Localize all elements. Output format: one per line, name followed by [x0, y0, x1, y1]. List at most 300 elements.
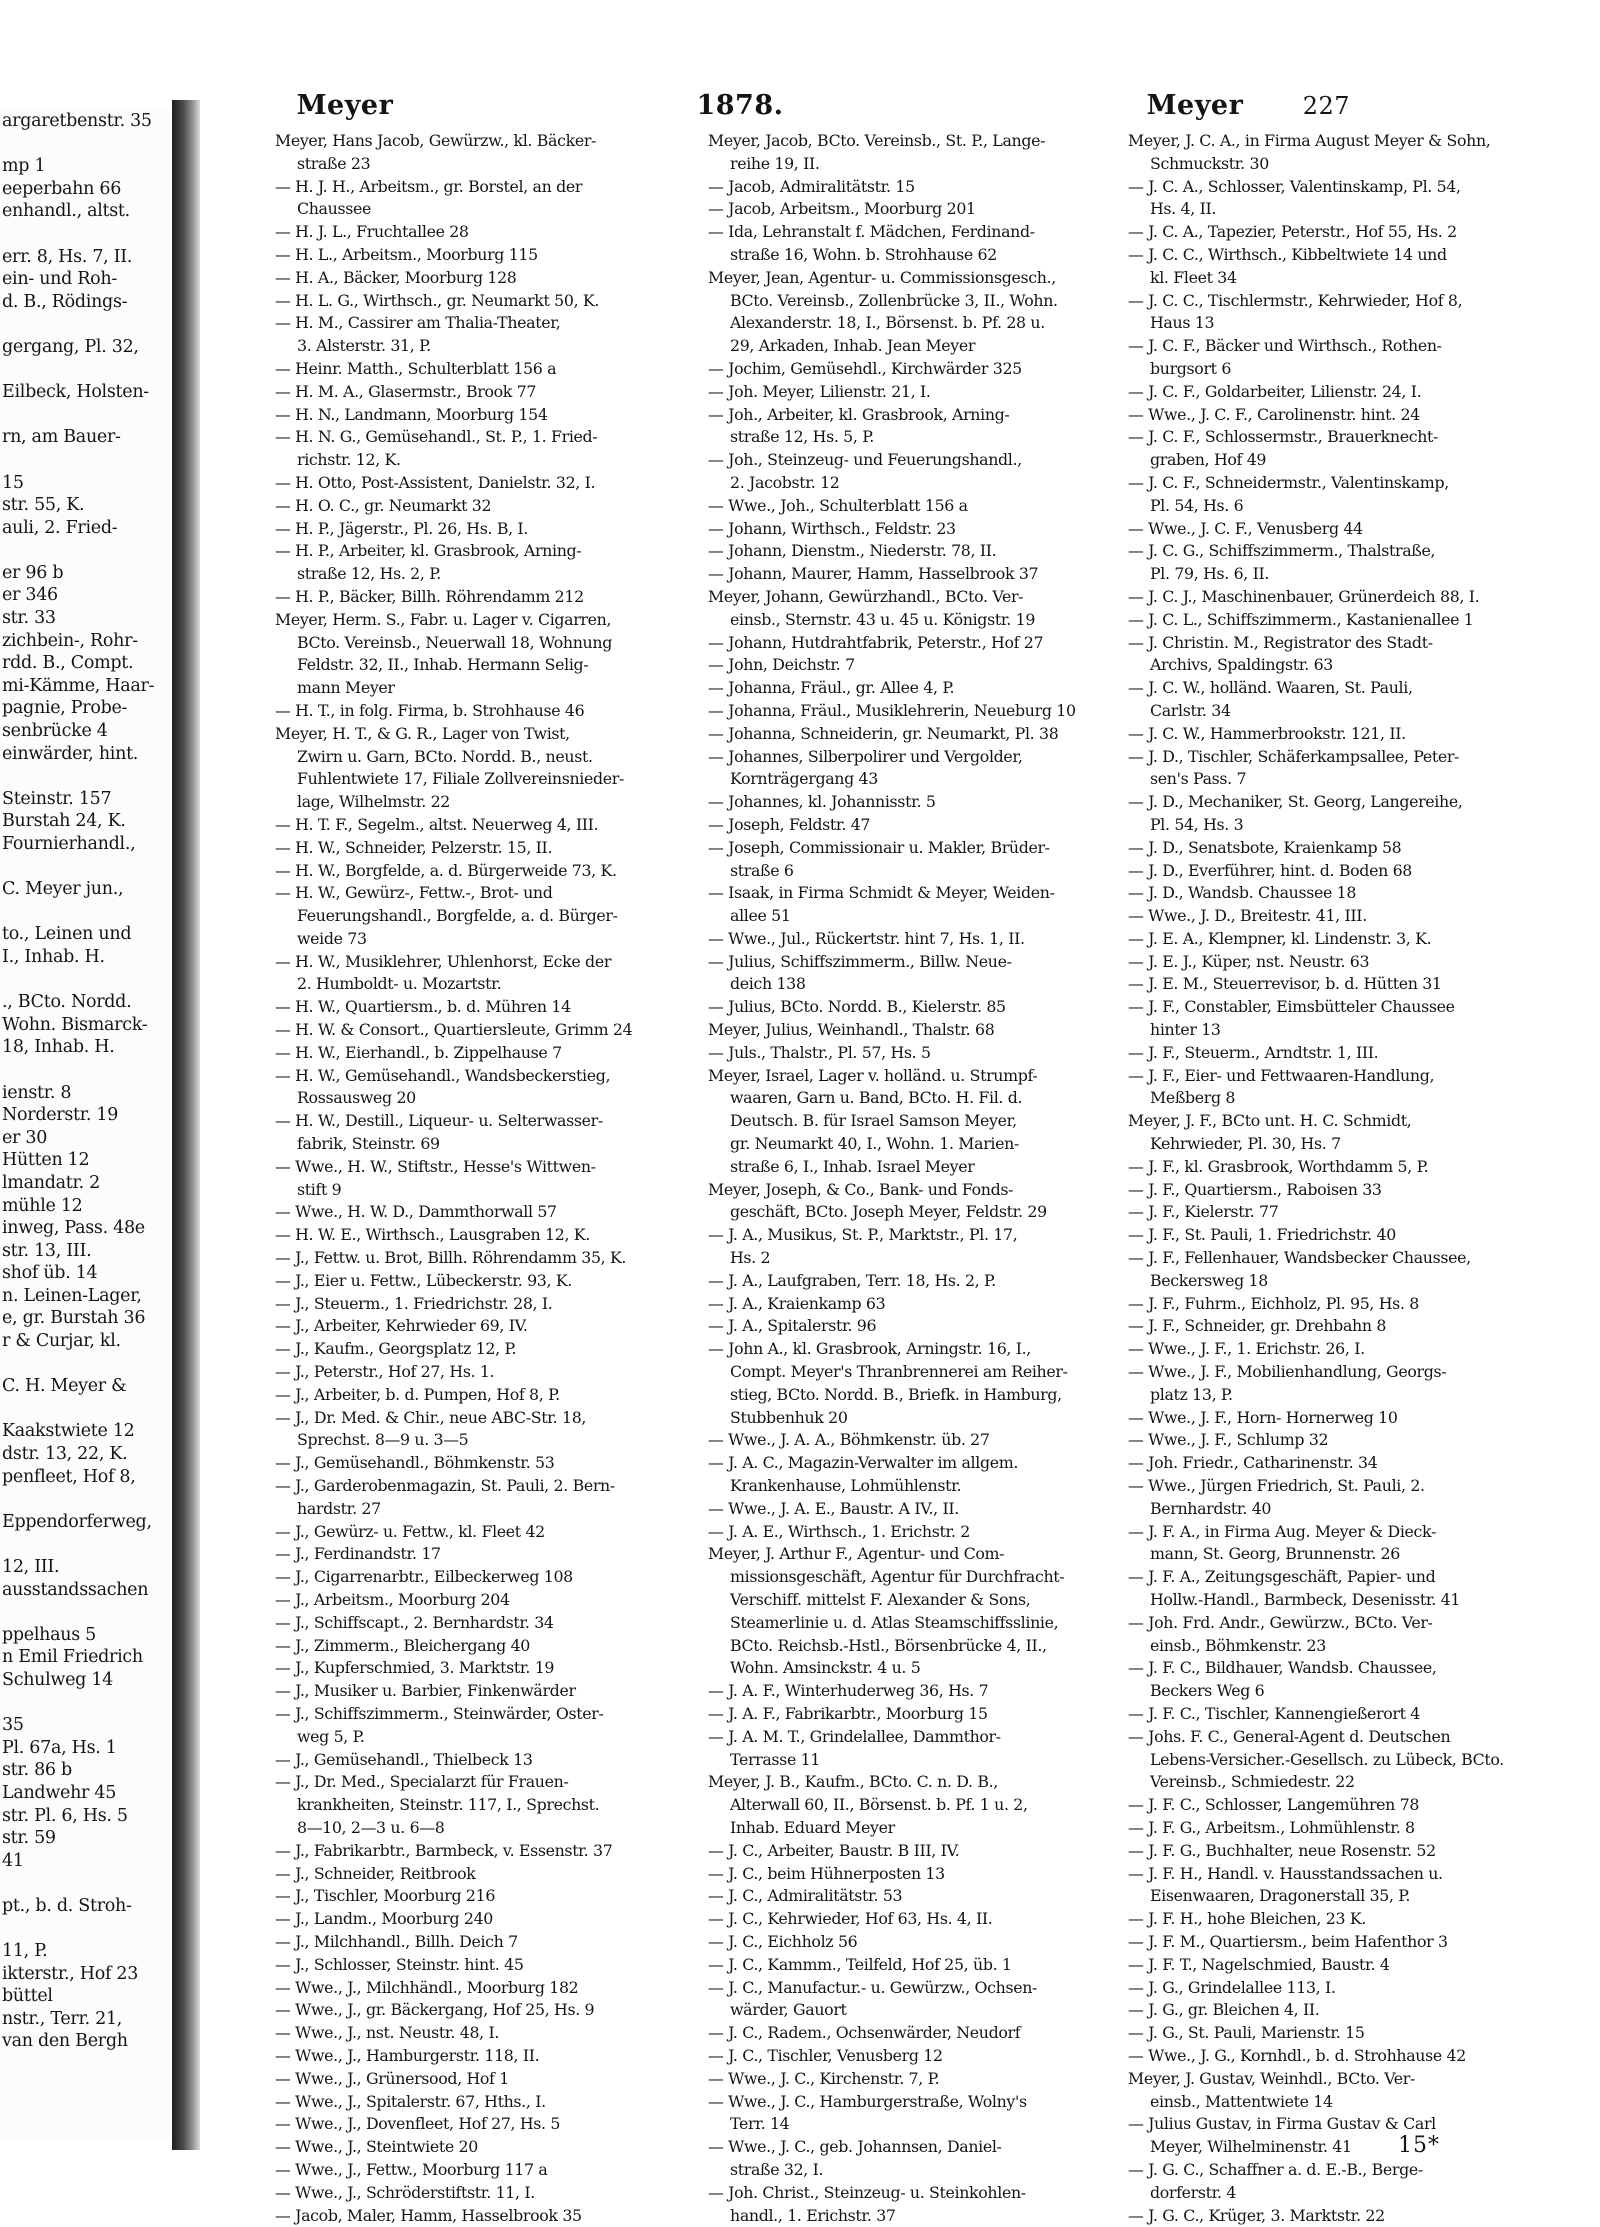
directory-entry: — J. C. G., Schiffszimmerm., Thalstraße,: [1128, 541, 1436, 561]
directory-entry-continuation: BCto. Vereinsb., Neuerwall 18, Wohnung: [297, 632, 612, 652]
directory-entry: — J., Kaufm., Georgsplatz 12, P.: [275, 1339, 517, 1359]
previous-page-line: gergang, Pl. 32,: [2, 336, 139, 357]
directory-entry: Meyer, H. T., & G. R., Lager von Twist,: [275, 723, 570, 743]
directory-entry: — J. C., Admiralitätstr. 53: [708, 1886, 903, 1906]
directory-entry-continuation: Pl. 54, Hs. 6: [1150, 495, 1244, 515]
directory-entry: — Joseph, Feldstr. 47: [708, 814, 871, 834]
previous-page-line: [0, 404, 172, 427]
previous-page-line: [0, 1692, 172, 1715]
previous-page-line: rdd. B., Compt.: [2, 653, 134, 674]
directory-entry-continuation: Kehrwieder, Pl. 30, Hs. 7: [1150, 1134, 1341, 1154]
directory-entry: — Johanna, Fräul., Musiklehrerin, Neueburg 10: [708, 700, 1076, 720]
directory-entry: — Wwe., Jürgen Friedrich, St. Pauli, 2.: [1128, 1476, 1425, 1496]
previous-page-fragment: [0, 110, 172, 2140]
directory-entry: — J. F., Fuhrm., Eichholz, Pl. 95, Hs. 8: [1128, 1293, 1419, 1313]
directory-entry: — J. G., St. Pauli, Marienstr. 15: [1128, 2023, 1365, 2043]
directory-entry: Meyer, Jacob, BCto. Vereinsb., St. P., Lange-: [708, 131, 1046, 150]
directory-entry: — J. F. G., Arbeitsm., Lohmühlenstr. 8: [1128, 1817, 1415, 1837]
directory-entry: — J. F., Steuerm., Arndtstr. 1, III.: [1128, 1042, 1379, 1062]
directory-entry-continuation: burgsort 6: [1150, 358, 1232, 378]
directory-entry: — J. C., beim Hühnerposten 13: [708, 1863, 945, 1883]
directory-entry: — J. F., Quartiersm., Raboisen 33: [1128, 1179, 1382, 1199]
previous-page-line: [0, 313, 172, 336]
directory-entry: — Julius, BCto. Nordd. B., Kielerstr. 85: [708, 997, 1006, 1017]
previous-page-line: 41: [2, 1850, 24, 1871]
previous-page-line: [0, 359, 172, 382]
directory-entry: — Julius Gustav, in Firma Gustav & Carl: [1128, 2114, 1436, 2134]
directory-entry-continuation: 29, Arkaden, Inhab. Jean Meyer: [730, 336, 976, 356]
directory-entry-continuation: Deutsch. B. für Israel Samson Meyer,: [730, 1111, 1017, 1131]
directory-entry: — Jochim, Gemüsehdl., Kirchwärder 325: [708, 358, 1022, 378]
previous-page-line: mühle 12: [2, 1195, 83, 1216]
directory-entry: — J. C. W., holländ. Waaren, St. Pauli,: [1128, 678, 1413, 698]
page-number: 227: [1302, 92, 1350, 120]
directory-entry: — Wwe., J., Milchhändl., Moorburg 182: [275, 1977, 579, 1997]
directory-entry: — J., Steuerm., 1. Friedrichstr. 28, I.: [275, 1293, 553, 1313]
directory-entry: — J., Fabrikarbtr., Barmbeck, v. Essenstr. 37: [275, 1840, 613, 1860]
previous-page-line: ., BCto. Nordd.: [2, 992, 132, 1013]
directory-entry: Meyer, Jean, Agentur- u. Commissionsgesch.,: [708, 267, 1056, 287]
directory-entry: — J. Christin. M., Registrator des Stadt-: [1128, 632, 1433, 652]
directory-entry-continuation: graben, Hof 49: [1150, 450, 1267, 470]
directory-entry: — J., Schlosser, Steinstr. hint. 45: [275, 1954, 524, 1974]
directory-entry: — Wwe., H. W. D., Dammthorwall 57: [275, 1202, 557, 1222]
previous-page-line: einwärder, hint.: [2, 743, 139, 764]
previous-page-line: ppelhaus 5: [2, 1624, 97, 1645]
previous-page-line: [0, 1533, 172, 1556]
directory-entry: — Wwe., J., Dovenfleet, Hof 27, Hs. 5: [275, 2114, 561, 2134]
directory-entry: — J. G., Grindelallee 113, I.: [1128, 1977, 1336, 1997]
directory-entry-continuation: 2. Humboldt- u. Mozartstr.: [297, 974, 502, 994]
directory-entry: — J. D., Senatsbote, Kraienkamp 58: [1128, 837, 1402, 857]
previous-page-line: 35: [2, 1715, 24, 1736]
directory-entry: — J. F. C., Tischler, Kannengießerort 4: [1128, 1703, 1420, 1723]
directory-entry: — Wwe., Jul., Rückertstr. hint 7, Hs. 1, II.: [708, 928, 1025, 948]
previous-page-line: str. 59: [2, 1828, 56, 1849]
directory-entry-continuation: allee 51: [730, 906, 791, 926]
directory-entry: — Wwe., J. F., Mobilienhandlung, Georgs-: [1128, 1362, 1447, 1382]
directory-entry-continuation: einsb., Mattentwiete 14: [1150, 2091, 1333, 2111]
directory-entry: — J. A. F., Winterhuderweg 36, Hs. 7: [708, 1681, 989, 1701]
directory-entry-continuation: Archivs, Spaldingstr. 63: [1150, 655, 1333, 675]
previous-page-line: senbrücke 4: [2, 721, 108, 742]
directory-entry-continuation: 3. Alsterstr. 31, P.: [297, 336, 431, 356]
directory-entry: — J. F., Kielerstr. 77: [1128, 1202, 1279, 1222]
running-head-year: 1878.: [696, 90, 784, 121]
previous-page-line: Landwehr 45: [2, 1782, 117, 1803]
directory-entry: — H. W., Musiklehrer, Uhlenhorst, Ecke der: [275, 951, 612, 971]
directory-entry: — H. W., Borgfelde, a. d. Bürgerweide 73, K.: [275, 860, 617, 880]
directory-entry: — J., Peterstr., Hof 27, Hs. 1.: [275, 1362, 495, 1382]
directory-entry: — J., Milchhandl., Billh. Deich 7: [275, 1931, 518, 1951]
directory-entry: — J. F. A., Zeitungsgeschäft, Papier- und: [1128, 1567, 1436, 1587]
previous-page-line: I., Inhab. H.: [2, 946, 105, 967]
previous-page-line: [0, 856, 172, 879]
directory-entry-continuation: Krankenhause, Lohmühlenstr.: [730, 1476, 962, 1496]
directory-entry: — J. A. M. T., Grindelallee, Dammthor-: [708, 1726, 1001, 1746]
directory-entry: — J. G. C., Krüger, 3. Marktstr. 22: [1128, 2205, 1385, 2225]
directory-entry-continuation: Verschiff. mittelst F. Alexander & Sons,: [730, 1590, 1031, 1609]
directory-entry: — Johanna, Schneiderin, gr. Neumarkt, Pl. 38: [708, 723, 1059, 743]
directory-entry-continuation: sen's Pass. 7: [1150, 769, 1247, 789]
directory-entry: — J. F. T., Nagelschmied, Baustr. 4: [1128, 1954, 1390, 1974]
directory-entry: — H. J. H., Arbeitsm., gr. Borstel, an der: [275, 176, 583, 196]
directory-entry: — Wwe., J. F., Schlump 32: [1128, 1430, 1329, 1450]
previous-page-line: penfleet, Hof 8,: [2, 1466, 136, 1487]
directory-entry: Meyer, J. B., Kaufm., BCto. C. n. D. B.,: [708, 1772, 998, 1792]
previous-page-line: r & Curjar, kl.: [2, 1331, 121, 1352]
directory-entry: — Johann, Wirthsch., Feldstr. 23: [708, 518, 956, 538]
directory-entry: — Wwe., J. G., Kornhdl., b. d. Strohhause 42: [1128, 2045, 1466, 2065]
directory-entry: — Wwe., J., Grünersood, Hof 1: [275, 2068, 509, 2088]
directory-entry: — J. A., Musikus, St. P., Marktstr., Pl. 17,: [708, 1225, 1018, 1245]
previous-page-line: mi-Kämme, Haar-: [2, 675, 155, 696]
directory-entry-continuation: einsb., Sternstr. 43 u. 45 u. Königstr. 19: [730, 609, 1036, 629]
directory-entry: — Johann, Hutdrahtfabrik, Peterstr., Hof 27: [708, 632, 1044, 652]
directory-entry-continuation: Haus 13: [1150, 313, 1215, 333]
directory-entry: Meyer, J. Gustav, Weinhdl., BCto. Ver-: [1128, 2068, 1415, 2088]
directory-entry: — J., Landm., Moorburg 240: [275, 1909, 493, 1929]
directory-entry: — Joh. Friedr., Catharinenstr. 34: [1128, 1453, 1378, 1473]
directory-entry-continuation: mann, St. Georg, Brunnenstr. 26: [1150, 1544, 1400, 1564]
directory-entry: — H. N. G., Gemüsehandl., St. P., 1. Fried-: [275, 427, 598, 447]
directory-entry: — Joh. Meyer, Lilienstr. 21, I.: [708, 381, 931, 401]
directory-entry: — J. C. L., Schiffszimmerm., Kastanienallee 1: [1128, 609, 1474, 629]
directory-entry: — J., Dr. Med. & Chir., neue ABC-Str. 18,: [275, 1407, 587, 1427]
directory-entry: — H. W., Gemüsehandl., Wandsbeckerstieg,: [275, 1065, 611, 1085]
directory-entry-continuation: Beckersweg 18: [1150, 1270, 1268, 1290]
directory-entry: — J. G. C., Schaffner a. d. E.-B., Berge-: [1128, 2159, 1423, 2179]
directory-entry-continuation: fabrik, Steinstr. 69: [297, 1134, 440, 1154]
directory-entry: — H. O. C., gr. Neumarkt 32: [275, 495, 492, 515]
directory-entry: — Wwe., J. F., 1. Erichstr. 26, I.: [1128, 1339, 1365, 1359]
previous-page-line: auli, 2. Fried-: [2, 517, 118, 538]
running-head-left: Meyer: [296, 90, 394, 121]
directory-entry-continuation: weide 73: [297, 928, 367, 948]
directory-entry-continuation: Zwirn u. Garn, BCto. Nordd. B., neust.: [297, 746, 593, 766]
directory-entry: — J. E. M., Steuerrevisor, b. d. Hütten 31: [1128, 974, 1442, 994]
previous-page-line: büttel: [2, 1986, 53, 2007]
directory-entry: — Joh., Steinzeug- und Feuerungshandl.,: [708, 450, 1022, 470]
directory-entry: — J. E. J., Küper, nst. Neustr. 63: [1128, 951, 1370, 971]
directory-entry-continuation: 8—10, 2—3 u. 6—8: [297, 1817, 445, 1837]
directory-entry: — Jacob, Arbeitsm., Moorburg 201: [708, 199, 976, 219]
directory-entry: — Wwe., J. C., geb. Johannsen, Daniel-: [708, 2137, 1002, 2157]
directory-entry: — J. C. A., Schlosser, Valentinskamp, Pl. 54,: [1128, 176, 1461, 196]
previous-page-line: 12, III.: [2, 1557, 60, 1577]
directory-entry-continuation: Rossausweg 20: [297, 1088, 416, 1108]
directory-entry: — Jacob, Maler, Hamm, Hasselbrook 35: [275, 2205, 582, 2225]
directory-entry-continuation: Pl. 79, Hs. 6, II.: [1150, 564, 1270, 584]
previous-page-line: [0, 1601, 172, 1624]
directory-entry-continuation: wärder, Gauort: [730, 2000, 847, 2020]
directory-column-2: [708, 130, 1118, 2227]
directory-entry: — H. W., Eierhandl., b. Zippelhause 7: [275, 1042, 562, 1062]
directory-entry-continuation: lage, Wilhelmstr. 22: [297, 792, 451, 812]
directory-entry: — Heinr. Matth., Schulterblatt 156 a: [275, 358, 557, 378]
directory-entry: — J. C. F., Goldarbeiter, Lilienstr. 24, I.: [1128, 381, 1422, 401]
directory-entry-continuation: Sprechst. 8—9 u. 3—5: [297, 1430, 469, 1450]
directory-entry: — J., Musiker u. Barbier, Finkenwärder: [275, 1681, 576, 1701]
directory-entry: — Wwe., H. W., Stiftstr., Hesse's Wittwen-: [275, 1156, 596, 1176]
directory-entry: Meyer, J. F., BCto unt. H. C. Schmidt,: [1128, 1111, 1412, 1131]
directory-entry: — Wwe., J. D., Breitestr. 41, III.: [1128, 906, 1367, 926]
previous-page-line: Norderstr. 19: [2, 1105, 119, 1126]
directory-entry: — Wwe., J., Spitalerstr. 67, Hths., I.: [275, 2091, 546, 2111]
directory-entry: — J., Dr. Med., Specialarzt für Frauen-: [275, 1772, 569, 1792]
previous-page-line: [0, 765, 172, 788]
directory-entry: — J., Arbeiter, b. d. Pumpen, Hof 8, P.: [275, 1384, 560, 1404]
directory-entry-continuation: Compt. Meyer's Thranbrennerei am Reiher-: [730, 1362, 1068, 1382]
directory-entry-continuation: straße 16, Wohn. b. Strohhause 62: [730, 244, 997, 264]
directory-entry: — J., Garderobenmagazin, St. Pauli, 2. Bern-: [275, 1476, 615, 1496]
directory-entry-continuation: Vereinsb., Schmiedestr. 22: [1150, 1772, 1355, 1792]
directory-entry: Meyer, Johann, Gewürzhandl., BCto. Ver-: [708, 586, 1024, 606]
directory-entry: — J. C., Radem., Ochsenwärder, Neudorf: [708, 2023, 1021, 2043]
previous-page-line: rn, am Bauer-: [2, 427, 121, 448]
previous-page-line: to., Leinen und: [2, 924, 132, 945]
directory-entry-continuation: einsb., Böhmkenstr. 23: [1150, 1635, 1326, 1655]
directory-entry-continuation: Eisenwaaren, Dragonerstall 35, P.: [1150, 1886, 1411, 1906]
previous-page-line: n. Leinen-Lager,: [2, 1285, 142, 1306]
directory-entry-continuation: geschäft, BCto. Joseph Meyer, Feldstr. 29: [730, 1202, 1047, 1222]
directory-entry-continuation: Pl. 54, Hs. 3: [1150, 814, 1244, 834]
directory-entry-continuation: deich 138: [730, 974, 806, 994]
directory-entry: — J. D., Wandsb. Chaussee 18: [1128, 883, 1357, 903]
directory-entry: — J. F., Fellenhauer, Wandsbecker Chaussee,: [1128, 1248, 1471, 1268]
previous-page-line: Steinstr. 157: [2, 788, 112, 809]
directory-entry: Meyer, J. C. A., in Firma August Meyer & Sohn,: [1128, 131, 1491, 150]
previous-page-line: Kaakstwiete 12: [2, 1421, 135, 1442]
previous-page-line: str. 13, III.: [2, 1240, 92, 1261]
directory-entry-continuation: stieg, BCto. Nordd. B., Briefk. in Hamburg,: [730, 1384, 1062, 1404]
previous-page-line: mp 1: [2, 156, 46, 177]
directory-entry: — J., Arbeitsm., Moorburg 204: [275, 1590, 510, 1609]
previous-page-line: [0, 539, 172, 562]
directory-entry: — J. D., Tischler, Schäferkampsallee, Peter-: [1128, 746, 1460, 766]
directory-entry: — H. M. A., Glasermstr., Brook 77: [275, 381, 537, 401]
directory-entry-continuation: BCto. Reichsb.-Hstl., Börsenbrücke 4, II.,: [730, 1635, 1047, 1655]
directory-entry: — J. F. C., Schlosser, Langemühren 78: [1128, 1795, 1420, 1815]
directory-entry: — H. W., Quartiersm., b. d. Mühren 14: [275, 997, 571, 1017]
directory-entry-continuation: richstr. 12, K.: [297, 450, 401, 470]
directory-entry: — J. C., Kammm., Teilfeld, Hof 25, üb. 1: [708, 1954, 1012, 1974]
directory-entry-continuation: Beckers Weg 6: [1150, 1681, 1265, 1701]
previous-page-line: 11, P.: [2, 1941, 48, 1962]
directory-entry: Meyer, Julius, Weinhandl., Thalstr. 68: [708, 1020, 995, 1040]
directory-entry: — J., Schiffszimmerm., Steinwärder, Oster-: [275, 1703, 604, 1723]
directory-entry: — J. A. E., Wirthsch., 1. Erichstr. 2: [708, 1521, 970, 1541]
previous-page-line: Fournierhandl.,: [2, 834, 136, 854]
directory-entry-continuation: Carlstr. 34: [1150, 700, 1231, 720]
directory-entry: — J. C. W., Hammerbrookstr. 121, II.: [1128, 723, 1406, 743]
directory-entry: — H. L., Arbeitsm., Moorburg 115: [275, 244, 538, 264]
directory-entry-continuation: missionsgeschäft, Agentur für Durchfracht-: [730, 1567, 1065, 1587]
directory-entry-continuation: Schmuckstr. 30: [1150, 153, 1269, 173]
previous-page-line: lmandatr. 2: [2, 1172, 100, 1193]
directory-entry: — Ida, Lehranstalt f. Mädchen, Ferdinand-: [708, 222, 1035, 242]
directory-entry: — J. C. F., Schneidermstr., Valentinskamp,: [1128, 472, 1449, 492]
directory-entry: — Joh. Frd. Andr., Gewürzw., BCto. Ver-: [1128, 1612, 1433, 1632]
directory-entry-continuation: Bernhardstr. 40: [1150, 1498, 1272, 1518]
directory-entry: — J. C. F., Bäcker und Wirthsch., Rothen-: [1128, 336, 1442, 356]
directory-entry: — Johannes, kl. Johannisstr. 5: [708, 792, 936, 812]
previous-page-line: dstr. 13, 22, K.: [2, 1444, 128, 1465]
directory-entry-continuation: mann Meyer: [297, 678, 395, 698]
previous-page-line: str. 86 b: [2, 1760, 72, 1781]
previous-page-line: [0, 1918, 172, 1941]
directory-entry-continuation: 2. Jacobstr. 12: [730, 472, 840, 492]
directory-entry: — H. P., Arbeiter, kl. Grasbrook, Arning-: [275, 541, 582, 561]
directory-entry-continuation: Meßberg 8: [1150, 1088, 1236, 1108]
directory-entry: — J., Cigarrenarbtr., Eilbeckerweg 108: [275, 1567, 573, 1587]
previous-page-line: str. 33: [2, 608, 56, 629]
previous-page-line: eeperbahn 66: [2, 178, 122, 199]
directory-entry: — H. W. E., Wirthsch., Lausgraben 12, K.: [275, 1225, 590, 1245]
directory-entry: — J., Schneider, Reitbrook: [275, 1863, 476, 1883]
previous-page-line: ienstr. 8: [2, 1082, 72, 1103]
previous-page-line: ikterstr., Hof 23: [2, 1963, 139, 1984]
directory-column-1: [275, 130, 700, 2227]
directory-entry: — J. F. A., in Firma Aug. Meyer & Dieck-: [1128, 1521, 1436, 1541]
directory-entry-continuation: Feuerungshandl., Borgfelde, a. d. Bürger-: [297, 906, 618, 926]
directory-entry-continuation: BCto. Vereinsb., Zollenbrücke 3, II., Wohn.: [730, 290, 1058, 310]
directory-entry-continuation: Hollw.-Handl., Barmbeck, Desenisstr. 41: [1150, 1590, 1461, 1609]
previous-page-line: [0, 969, 172, 992]
previous-page-line: [0, 901, 172, 924]
directory-entry: — J., Arbeiter, Kehrwieder 69, IV.: [275, 1316, 528, 1336]
directory-entry: — J. F., Eier- und Fettwaaren-Handlung,: [1128, 1065, 1435, 1085]
directory-entry: — J. C., Eichholz 56: [708, 1931, 858, 1951]
previous-page-line: argaretbenstr. 35: [2, 111, 152, 131]
directory-column-3: [1128, 130, 1558, 2227]
directory-entry: — H. W., Destill., Liqueur- u. Selterwasser-: [275, 1111, 603, 1131]
directory-entry: — Joh. Christ., Steinzeug- u. Steinkohlen-: [708, 2182, 1026, 2202]
previous-page-line: str. Pl. 6, Hs. 5: [2, 1805, 128, 1826]
directory-entry: — J., Fettw. u. Brot, Billh. Röhrendamm 35, K.: [275, 1248, 627, 1268]
directory-entry: — J. C., Arbeiter, Baustr. B III, IV.: [708, 1840, 960, 1860]
previous-page-line: [0, 1488, 172, 1511]
directory-entry: — J. A. C., Magazin-Verwalter im allgem.: [708, 1453, 1019, 1473]
directory-entry: — Johann, Dienstm., Niederstr. 78, II.: [708, 541, 997, 561]
directory-entry-continuation: Alexanderstr. 18, I., Börsenst. b. Pf. 28 u.: [730, 313, 1045, 333]
directory-entry-continuation: Stubbenhuk 20: [730, 1407, 848, 1427]
directory-entry: — Wwe., J., Hamburgerstr. 118, II.: [275, 2045, 540, 2065]
directory-entry: — Wwe., J., gr. Bäckergang, Hof 25, Hs. 9: [275, 2000, 595, 2020]
directory-entry-continuation: straße 6, I., Inhab. Israel Meyer: [730, 1156, 975, 1176]
directory-entry: — J. A., Spitalerstr. 96: [708, 1316, 877, 1336]
directory-entry: — Wwe., J., Fettw., Moorburg 117 a: [275, 2159, 548, 2179]
previous-page-line: C. H. Meyer &: [2, 1376, 127, 1397]
directory-entry-continuation: Hs. 4, II.: [1150, 199, 1217, 219]
previous-page-line: er 346: [2, 585, 58, 606]
previous-page-line: pagnie, Probe-: [2, 698, 128, 719]
directory-entry: — Wwe., J. A. A., Böhmkenstr. üb. 27: [708, 1430, 990, 1450]
directory-entry: — J. D., Mechaniker, St. Georg, Langereihe,: [1128, 792, 1463, 812]
directory-entry-continuation: Fuhlentwiete 17, Filiale Zollvereinsnieder-: [297, 769, 624, 789]
previous-page-line: zichbein-, Rohr-: [2, 630, 138, 651]
directory-entry: — H. W., Schneider, Pelzerstr. 15, II.: [275, 837, 553, 857]
directory-entry: — J. F. M., Quartiersm., beim Hafenthor 3: [1128, 1931, 1448, 1951]
directory-entry: — Johann, Maurer, Hamm, Hasselbrook 37: [708, 564, 1039, 584]
previous-page-line: str. 55, K.: [2, 495, 85, 516]
previous-page-line: [0, 1353, 172, 1376]
directory-entry-continuation: Meyer, Wilhelminenstr. 41: [1150, 2137, 1352, 2157]
directory-entry-continuation: Inhab. Eduard Meyer: [730, 1817, 895, 1837]
directory-entry-continuation: gr. Neumarkt 40, I., Wohn. 1. Marien-: [730, 1134, 1019, 1154]
previous-page-line: Pl. 67a, Hs. 1: [2, 1737, 117, 1758]
previous-page-line: Schulweg 14: [2, 1669, 113, 1690]
directory-entry-continuation: Lebens-Versicher.-Gesellsch. zu Lübeck, BCto.: [1150, 1749, 1504, 1769]
previous-page-line: er 96 b: [2, 562, 64, 583]
directory-entry: — J., Ferdinandstr. 17: [275, 1544, 441, 1564]
directory-entry: — J. F. H., Handl. v. Hausstandssachen u.: [1128, 1863, 1443, 1883]
previous-page-line: ein- und Roh-: [2, 269, 118, 290]
directory-entry-continuation: Alterwall 60, II., Börsenst. b. Pf. 1 u. 2,: [730, 1795, 1028, 1815]
directory-entry: Meyer, Hans Jacob, Gewürzw., kl. Bäcker-: [275, 131, 597, 150]
directory-entry-continuation: krankheiten, Steinstr. 117, I., Sprechst.: [297, 1795, 600, 1815]
directory-entry: — J. A. F., Fabrikarbtr., Moorburg 15: [708, 1703, 988, 1723]
directory-entry: — J. F. H., hohe Bleichen, 23 K.: [1128, 1909, 1366, 1929]
previous-page-line: Burstah 24, K.: [2, 811, 126, 832]
directory-entry-continuation: handl., 1. Erichstr. 37: [730, 2205, 896, 2225]
directory-entry: — Johs. F. C., General-Agent d. Deutschen: [1128, 1726, 1451, 1746]
directory-entry: — H. J. L., Fruchtallee 28: [275, 222, 469, 242]
directory-entry: — Wwe., J., Steintwiete 20: [275, 2137, 478, 2157]
previous-page-line: Eilbeck, Holsten-: [2, 382, 149, 403]
directory-entry: — J., Gewürz- u. Fettw., kl. Fleet 42: [275, 1521, 545, 1541]
directory-entry: — John A., kl. Grasbrook, Arningstr. 16, I.,: [708, 1339, 1031, 1359]
directory-entry: — H. W., Gewürz-, Fettw.-, Brot- und: [275, 883, 553, 903]
directory-entry: — J., Tischler, Moorburg 216: [275, 1886, 496, 1906]
previous-page-line: enhandl., altst.: [2, 201, 130, 222]
previous-page-line: inweg, Pass. 48e: [2, 1218, 145, 1239]
previous-page-line: e, gr. Burstah 36: [2, 1308, 146, 1329]
directory-entry: — Johanna, Fräul., gr. Allee 4, P.: [708, 678, 955, 698]
previous-page-line: n Emil Friedrich: [2, 1647, 143, 1668]
previous-page-line: err. 8, Hs. 7, II.: [2, 246, 133, 267]
previous-page-line: Wohn. Bismarck-: [2, 1014, 148, 1035]
directory-entry-continuation: hardstr. 27: [297, 1498, 381, 1518]
directory-entry: — J. F., Schneider, gr. Drehbahn 8: [1128, 1316, 1387, 1336]
directory-entry-continuation: straße 6: [730, 860, 794, 880]
previous-page-line: C. Meyer jun.,: [2, 879, 124, 900]
directory-entry-continuation: Chaussee: [297, 199, 371, 219]
directory-entry: Meyer, J. Arthur F., Agentur- und Com-: [708, 1544, 1005, 1564]
directory-entry: — J. G., gr. Bleichen 4, II.: [1128, 2000, 1320, 2020]
directory-entry-continuation: kl. Fleet 34: [1150, 267, 1237, 287]
directory-entry: — J. C. J., Maschinenbauer, Grünerdeich 88, I.: [1128, 586, 1480, 606]
previous-page-line: er 30: [2, 1127, 48, 1148]
directory-entry: — Juls., Thalstr., Pl. 57, Hs. 5: [708, 1042, 931, 1062]
directory-entry: — Wwe., Joh., Schulterblatt 156 a: [708, 495, 968, 515]
previous-page-line: [0, 1059, 172, 1082]
directory-entry: — J. F. C., Bildhauer, Wandsb. Chaussee,: [1128, 1658, 1437, 1678]
directory-entry-continuation: Wohn. Amsinckstr. 4 u. 5: [730, 1658, 921, 1678]
directory-entry: — H. P., Bäcker, Billh. Röhrendamm 212: [275, 586, 584, 606]
directory-entry-continuation: Hs. 2: [730, 1248, 771, 1268]
directory-entry: — H. Otto, Post-Assistent, Danielstr. 32, I.: [275, 472, 596, 492]
previous-page-lines: [0, 110, 172, 2053]
previous-page-line: van den Bergh: [2, 2031, 128, 2052]
directory-entry: — H. W. & Consort., Quartiersleute, Grimm 24: [275, 1020, 633, 1040]
printer-signature-mark: 15*: [1398, 2133, 1440, 2158]
directory-entry: — J. D., Everführer, hint. d. Boden 68: [1128, 860, 1412, 880]
directory-entry: — J., Gemüsehandl., Thielbeck 13: [275, 1749, 533, 1769]
directory-entry: — Wwe., J., Schröderstiftstr. 11, I.: [275, 2182, 535, 2202]
directory-entry: — Joh., Arbeiter, kl. Grasbrook, Arning-: [708, 404, 1010, 424]
directory-entry: — H. L. G., Wirthsch., gr. Neumarkt 50, K.: [275, 290, 600, 310]
